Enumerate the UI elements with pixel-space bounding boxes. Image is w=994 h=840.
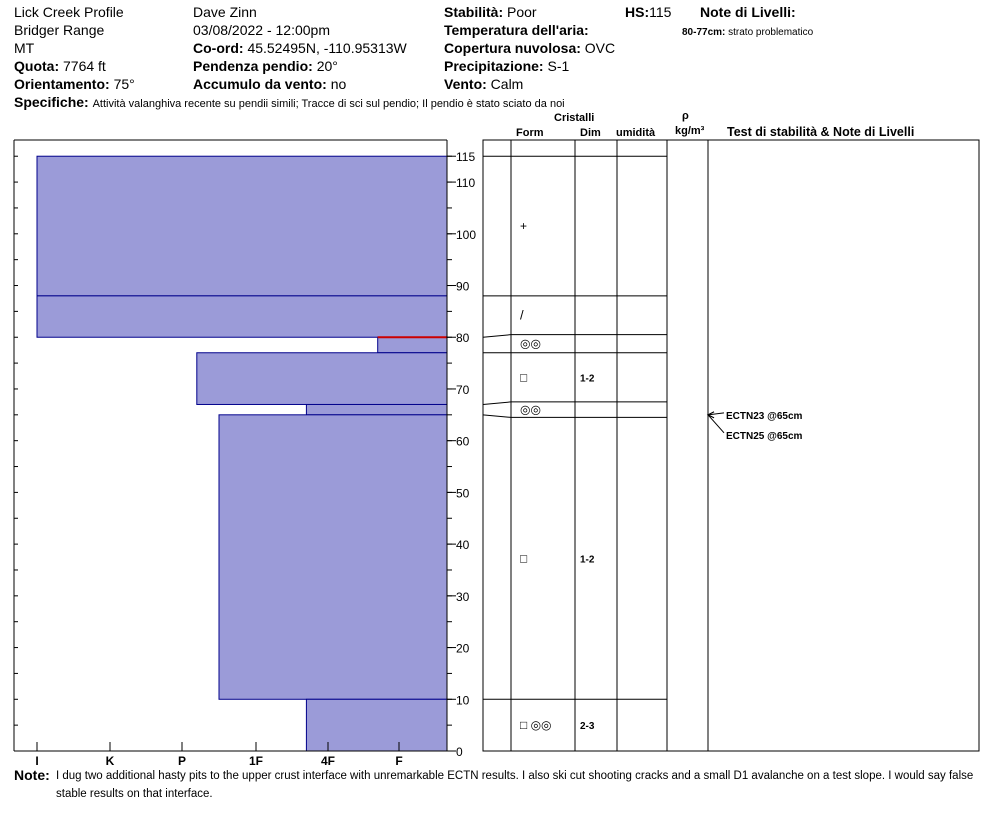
coords-label: Co-ord: [193,40,244,56]
note-text: I dug two additional hasty pits to the upper crust interface with unremarkable ECTN results. I also ski cut shooting cracks and a small D1 avalanche on a test slope. I would say false stable results on that interface. [56,770,974,800]
depth-tick-label: 70 [456,382,470,397]
hardness-tick-label: I [35,754,39,768]
boundary-connector [483,402,511,405]
form-header: Form [516,127,544,139]
date-time: 03/08/2022 - 12:00pm [193,22,330,38]
layer-table-frame [483,140,979,751]
dim-header: Dim [580,127,601,139]
slope-value: 20° [316,58,338,74]
hs-value: 115 [649,4,672,20]
density-symbol: ρ [682,110,689,122]
stability-value: Poor [507,4,537,20]
hardness-bar [37,156,447,296]
grain-size-label: 1-2 [580,373,595,385]
location-name: Lick Creek Profile [14,4,124,20]
density-unit: kg/m³ [675,125,705,137]
grain-form-symbol: ◎◎ [520,336,541,351]
hardness-tick-label: K [105,754,115,768]
grain-form-symbol: ◎◎ [520,402,541,417]
grain-form-symbol: / [520,307,524,323]
note-label: Note: [14,767,50,783]
hardness-bar [306,699,447,751]
depth-tick-label: 110 [456,176,476,191]
depth-tick-label: 50 [456,486,470,501]
specifics-text: Attività valanghiva recente su pendii simili; Tracce di sci sul pendio; Il pendio è stato sciato da noi [92,98,565,110]
depth-tick-label: 100 [456,227,477,242]
depth-tick-label: 40 [456,538,470,553]
elevation-value: 7764 ft [63,58,106,74]
coords-value: 45.52495N, -110.95313W [247,40,407,56]
boundary-connector [483,335,511,338]
depth-tick-label: 30 [456,589,470,604]
moisture-header: umidità [616,127,656,139]
layer-note-text: strato problematico [728,27,814,38]
elevation-label: Quota: [14,58,60,74]
hardness-tick-label: 4F [320,754,336,768]
layer-note-range: 80-77cm: [682,27,726,38]
tests-header: Test di stabilità & Note di Livelli [727,125,915,139]
sky-label: Copertura nuvolosa: [444,40,581,56]
hardness-tick-label: 1F [248,754,264,768]
grain-form-symbol: □ [520,370,528,385]
wind-loading-value: no [330,76,347,92]
stability-label: Stabilità: [444,4,504,20]
sky-value: OVC [584,40,616,56]
hardness-bar [219,415,447,699]
hardness-bar [197,353,447,405]
state-name: MT [14,40,35,56]
layer-notes-title: Note di Livelli: [700,4,796,20]
hardness-tick-label: F [395,754,403,768]
wind-value: Calm [490,76,524,92]
grain-form-symbol: □ [520,551,528,566]
depth-tick-label: 60 [456,434,470,449]
depth-tick-label: 90 [456,279,470,294]
wind-label: Vento: [444,76,487,92]
grain-size-label: 2-3 [580,721,595,733]
specifics-label: Specifiche: [14,94,89,110]
boundary-connector [483,415,511,418]
precip-label: Precipitazione: [444,58,544,74]
observer: Dave Zinn [193,4,257,20]
grain-form-symbol: □ ◎◎ [520,718,552,733]
crystals-header: Cristalli [554,112,595,124]
air-temp-label: Temperatura dell'aria: [444,22,589,38]
hardness-tick-label: P [177,754,187,768]
aspect-value: 75° [113,76,135,92]
depth-tick-label: 20 [456,641,470,656]
grain-size-label: 1-2 [580,554,595,566]
grain-form-symbol: + [520,219,528,234]
range-name: Bridger Range [14,22,105,38]
aspect-label: Orientamento: [14,76,110,92]
test-arrow-line [708,415,724,433]
depth-tick-label: 80 [456,331,470,346]
slope-label: Pendenza pendio: [193,58,313,74]
hardness-bar [306,404,447,414]
stability-test-label: ECTN23 @65cm [726,410,803,422]
wind-loading-label: Accumulo da vento: [193,76,327,92]
precip-value: S-1 [547,58,570,74]
hardness-bar [378,337,447,353]
stability-test-label: ECTN25 @65cm [726,430,803,442]
depth-tick-label: 115 [456,150,476,165]
hardness-bar [37,296,447,337]
hs-label: HS: [625,4,650,20]
depth-tick-label: 0 [456,745,463,759]
depth-tick-label: 10 [456,693,470,708]
